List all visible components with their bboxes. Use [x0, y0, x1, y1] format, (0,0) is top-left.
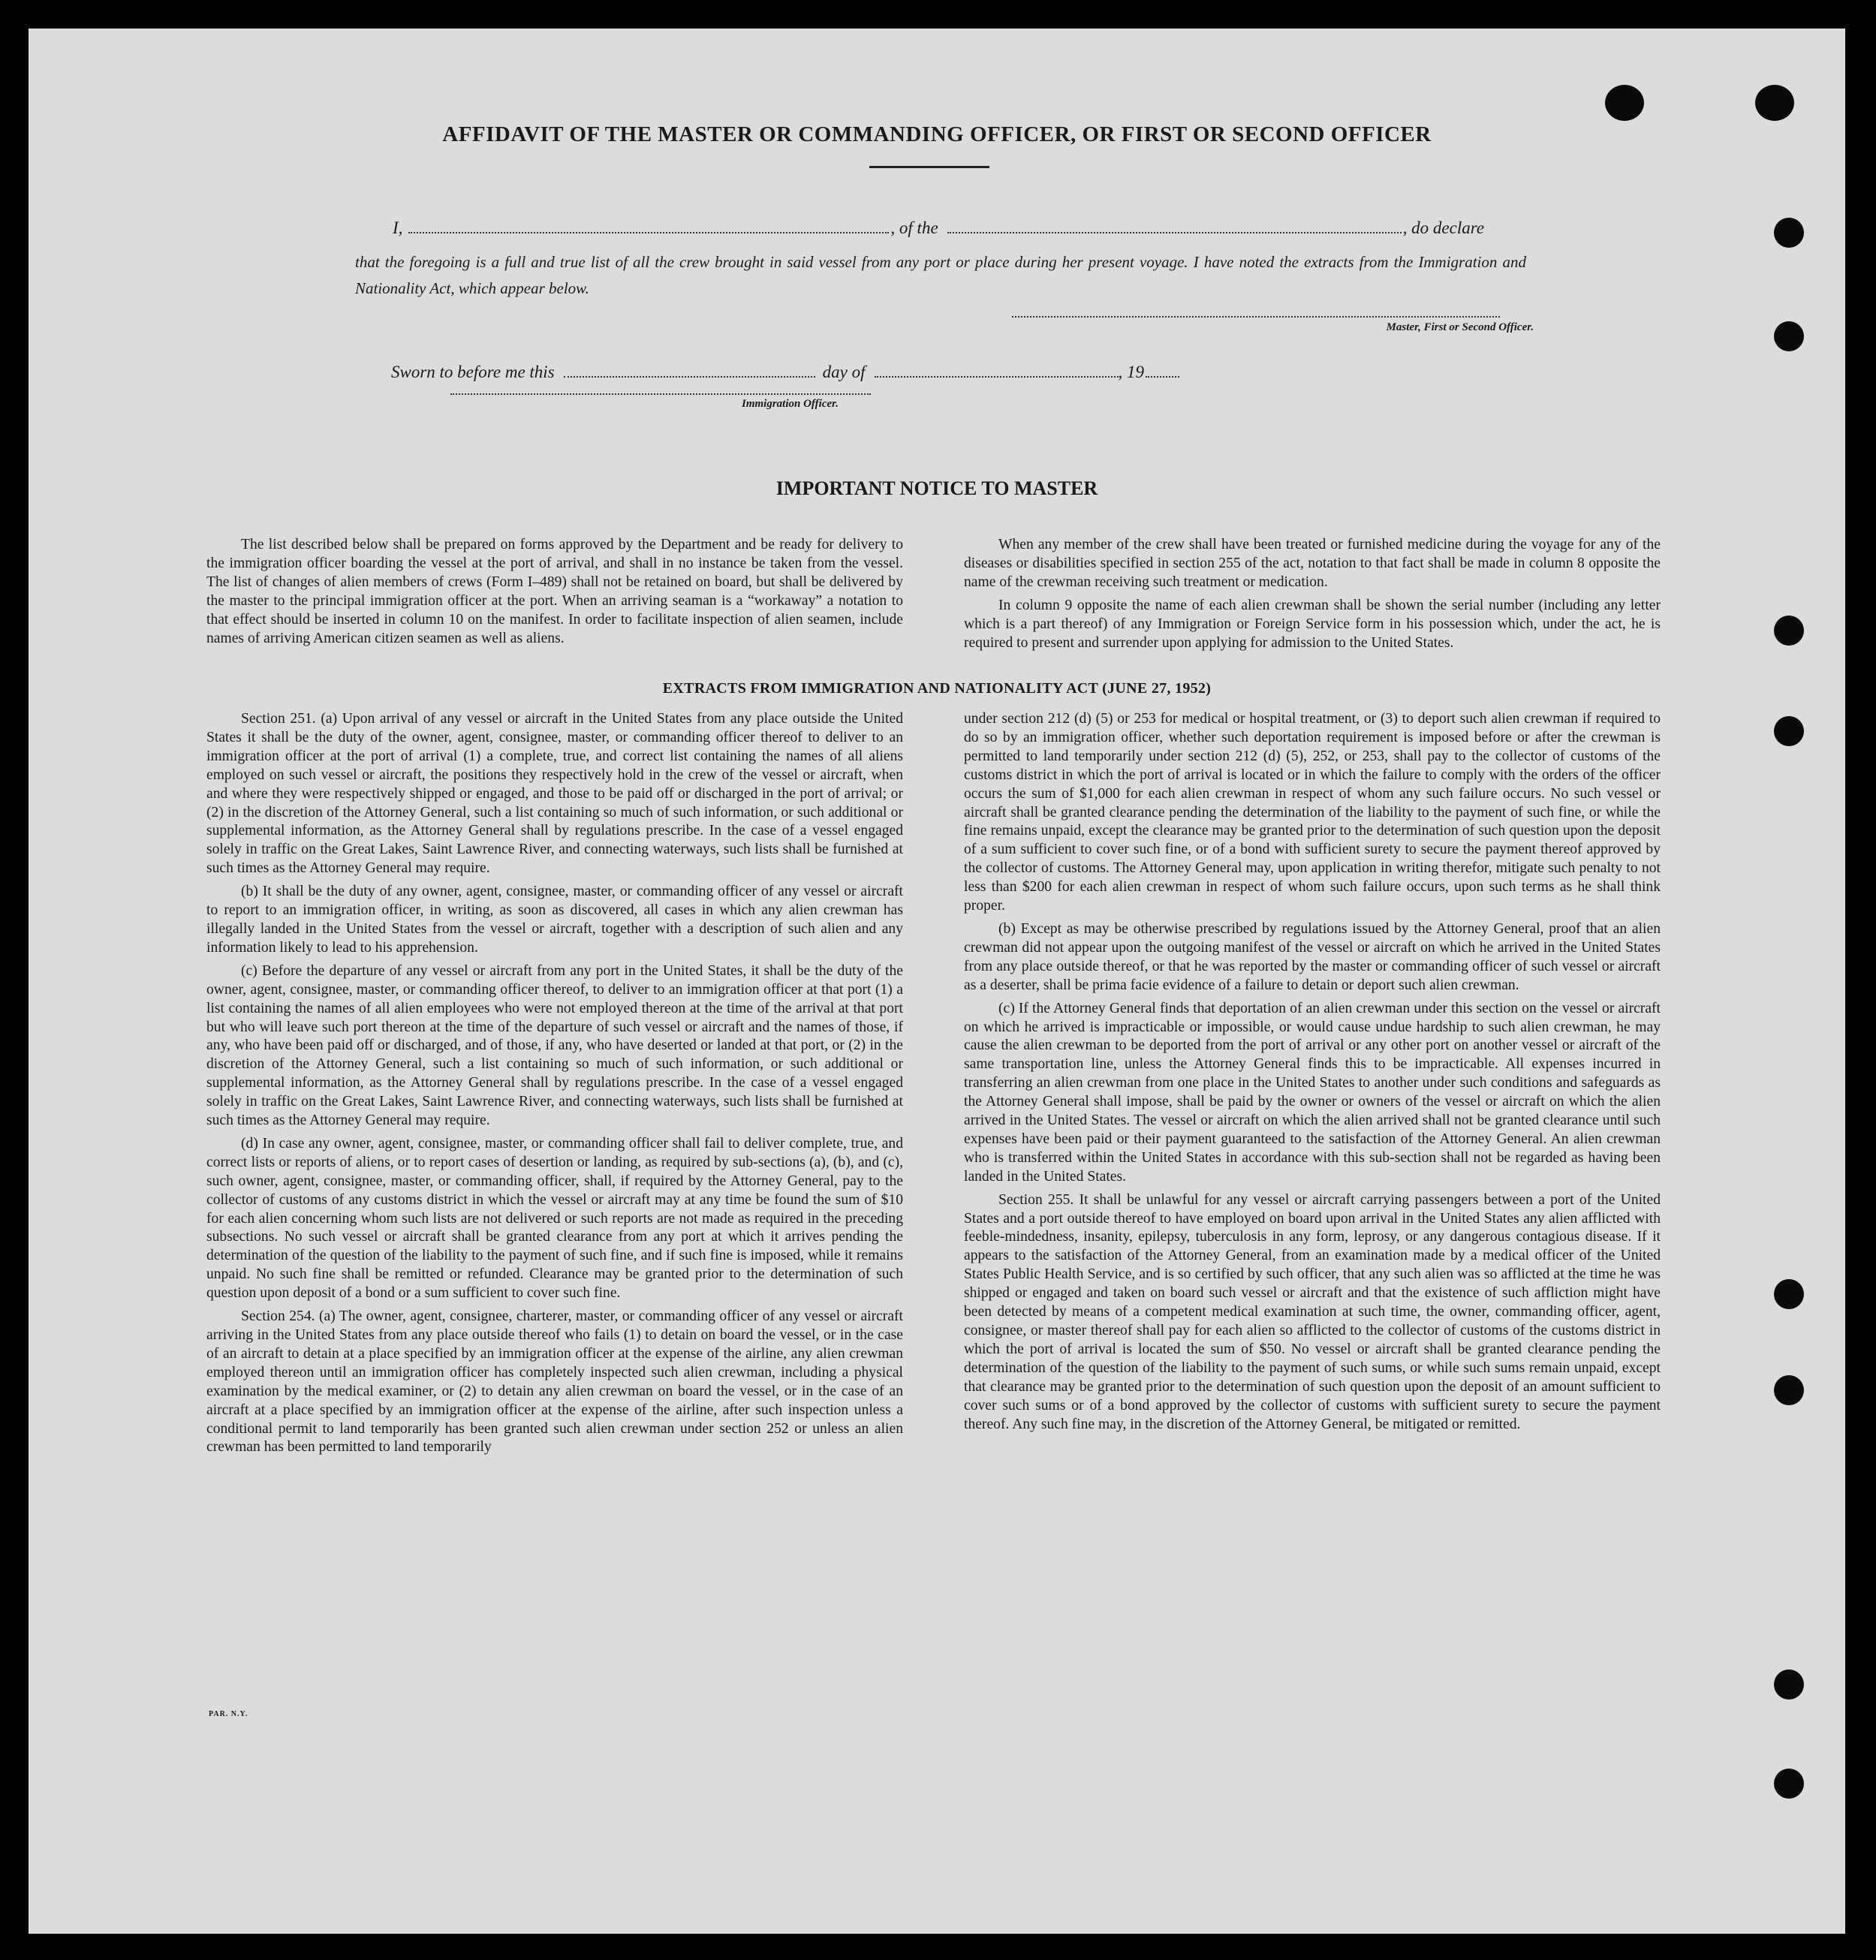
do-declare-label: , do declare — [1402, 218, 1485, 237]
of-the-label: , of the — [890, 218, 938, 237]
punch-hole — [1774, 1669, 1804, 1700]
notice-right-column — [964, 536, 1661, 652]
immigration-officer-signature-field[interactable] — [450, 393, 871, 395]
punch-hole — [1755, 85, 1794, 121]
declaration-text: that the foregoing is a full and true list of all the crew brought in said vessel from any port or place during her present voyage. I have noted the extracts from the Immigration and Nationality Act, which appear below. — [355, 253, 1526, 297]
sworn-line — [391, 363, 1179, 382]
act-paragraph: Section 255. It shall be unlawful for any vessel or aircraft carrying passengers between a port of the United States and a port outside thereof to have employed on board upon arrival in the United States any alien afflicted with feeble-mindedness, insanity, epilepsy, tuberculosis in any form, leprosy, or any dangerous contagious disease. If it appears to the satisfaction of the Attorney General, from an examination made by a medical officer of the United States Public Health Service, and is so certified by such officer, that any such alien was so afflicted at the time he was shipped or engaged and taken on board such vessel or aircraft and that the existence of such affliction might have been detected by means of a competent medical examination at such time, the owner, commanding officer, agent, consignee, or master thereof shall pay for each alien so afflicted to the collector of customs of the customs district in which the port of arrival is located the sum of $50. No vessel or aircraft shall be granted clearance pending the determination of the question of the liability to the payment of such sums, or while such sums remain unpaid, except that clearance may be granted prior to the determination of such question upon the deposit of an amount sufficient to cover such sums or of a bond approved by the collector of customs with sufficient surety to secure the payment thereof. Any such fine may, in the discretion of the Attorney General, be mitigated or remitted. — [964, 1191, 1661, 1432]
punch-hole — [1605, 85, 1644, 121]
extracts-right-column — [964, 710, 1661, 1434]
sworn-day-field[interactable] — [564, 375, 815, 378]
punch-hole — [1774, 218, 1804, 248]
notice-left-column — [206, 536, 903, 648]
act-paragraph: under section 212 (d) (5) or 253 for medical or hospital treatment, or (3) to deport such alien crewman if required to do so by an immigration officer, whether such deportation requirement is imposed before or after the crewman is permitted to land temporarily under section 212 (d) (5), 252, or 253, shall pay to the collector of customs of the customs district in which the port of arrival is located or in which the failure to comply with the orders of the officer occurs the sum of $1,000 for each alien crewman in respect of whom any such failure occurs. No such vessel or aircraft shall be granted clearance pending the determination of the liability to the payment of such fine, or while the fine remains unpaid, except the clearance may be granted prior to the determination of such question upon the deposit of a sum sufficient to cover such fine, or of a bond with sufficient surety to secure the payment thereof approved by the collector of customs. The Attorney General may, upon application in writing therefor, mitigate such penalty to not less than $200 for each alien crewman in respect of whom such failure occurs, upon such terms as he shall think proper. — [964, 711, 1661, 914]
act-paragraph: Section 254. (a) The owner, agent, consignee, charterer, master, or commanding officer of any vessel or aircraft arriving in the United States from any place outside thereof who fails (1) to detain on board the vessel, or in the case of an aircraft to detain at a place specified by an immigration officer at the expense of the airline, any alien crewman employed thereon until an immigration officer has completely inspected such alien crewman, including a physical examination by the medical examiner, or (2) to detain any alien crewman on board the vessel, or in the case of an aircraft at a place specified by an immigration officer at the expense of the airline, after such inspection unless a conditional permit to land temporarily has been granted such alien crewman under section 252 or unless an alien crewman has been permitted to land temporarily — [206, 1308, 903, 1456]
print-code: PAR. N.Y. — [209, 1710, 248, 1718]
declarant-name-field[interactable] — [408, 231, 889, 233]
act-paragraph: (c) Before the departure of any vessel or aircraft from any port in the United States, it shall be the duty of the owner, agent, consignee, master, or commanding officer thereof, to deliver to an immigration officer at that port (1) a list containing the names of all alien employees who were not employed thereon at the time of the arrival at that port but who will leave such port thereon at the time of the departure of such vessel or aircraft and the names of those, if any, who have been paid off or discharged, and of those, if any, who have deserted or landed at that port, or (2) in the discretion of the Attorney General, such a list containing so much of such information, or such additional or supplemental information, as the Attorney General shall by regulations prescribe. In the case of a vessel engaged solely in traffic on the Great Lakes, Saint Lawrence River, and connecting waterways, such lists shall be furnished at such times as the Attorney General may require. — [206, 962, 903, 1129]
immigration-caption: Immigration Officer. — [742, 398, 839, 410]
day-of-label: day of — [822, 363, 866, 381]
punch-hole — [1774, 1375, 1804, 1405]
punch-hole — [1774, 1769, 1804, 1799]
act-paragraph: (b) Except as may be otherwise prescribed by regulations issued by the Attorney General, proof that an alien crewman did not appear upon the outgoing manifest of the vessel or aircraft on which he arrived in the United States from any place outside thereof, or that he was reported by the master or commanding officer of such vessel or aircraft as a deserter, shall be prima facie evidence of a failure to detain or deport such alien crewman. — [964, 920, 1661, 993]
extracts-title: EXTRACTS FROM IMMIGRATION AND NATIONALITY ACT (JUNE 27, 1952) — [662, 680, 1212, 697]
document-page — [29, 29, 1845, 1934]
declarant-line — [393, 218, 1534, 238]
extracts-left-column — [206, 710, 903, 1457]
sworn-label: Sworn to before me this — [391, 363, 555, 381]
master-caption: Master, First or Second Officer. — [1386, 321, 1534, 333]
act-paragraph: (b) It shall be the duty of any owner, agent, consignee, master, or commanding officer of any vessel or aircraft to report to an immigration officer, in writing, as soon as discovered, all cases in which any alien crewman has illegally landed in the United States from the vessel or aircraft, together with a description of such alien and any information likely to lead to his apprehension. — [206, 884, 903, 956]
notice-title: IMPORTANT NOTICE TO MASTER — [775, 477, 1098, 499]
affidavit-title: AFFIDAVIT OF THE MASTER OR COMMANDING OFFICER, OR FIRST OR SECOND OFFICER — [442, 122, 1432, 146]
year-label: , 19 — [1118, 363, 1144, 381]
punch-hole — [1774, 716, 1804, 746]
i-label: I, — [393, 218, 403, 237]
vessel-name-field[interactable] — [947, 231, 1402, 233]
notice-paragraph: When any member of the crew shall have been treated or furnished medicine during the voyage for any of the diseases or disabilities specified in section 255 of the act, notation to that fact shall be made in column 8 opposite the name of the crewman receiving such treatment or medication. — [964, 537, 1661, 590]
sworn-month-field[interactable] — [875, 375, 1119, 378]
master-signature-field[interactable] — [1012, 316, 1500, 318]
act-paragraph: (d) In case any owner, agent, consignee, master, or commanding officer shall fail to deliver complete, true, and correct lists or reports of aliens, or to report cases of desertion or landing, as required by sub-sections (a), (b), and (c), such owner, agent, consignee, master, or commanding officer, shall, if required by the Attorney General, pay to the collector of customs of any customs district in which the vessel or aircraft may at any time be found the sum of $10 for each alien concerning whom such lists are not delivered or such reports are not made as required in the preceding subsections. No such vessel or aircraft shall be granted clearance from any port at which it arrives pending the determination of the question of the liability to the payment of such fine, and if such fine is imposed, while it remains unpaid. No such fine shall be remitted or refunded. Clearance may be granted prior to the determination of such question upon deposit of a bond or a sum sufficient to cover such fine. — [206, 1135, 903, 1302]
act-paragraph: (c) If the Attorney General finds that deportation of an alien crewman under this section on the vessel or aircraft on which he arrived is impracticable or impossible, or would cause undue hardship to such alien crewman, he may cause the alien crewman to be deported from the port of arrival or any other port on another vessel or aircraft of the same transportation line, unless the Attorney General finds this to be impracticable. All expenses incurred in transferring an alien crewman from one place in the United States to another under such conditions and safeguards as the Attorney General shall impose, shall be paid by the owner or owners of the vessel or aircraft on which the alien arrived in the United States. The vessel or aircraft on which the alien arrived shall not be granted clearance until such expenses have been paid or their payment guaranteed to the satisfaction of the Attorney General. An alien crewman who is transferred within the United States in accordance with this sub-section shall not be regarded as having been landed in the United States. — [964, 1000, 1661, 1185]
punch-hole — [1774, 616, 1804, 646]
notice-paragraph: The list described below shall be prepared on forms approved by the Department and be ready for delivery to the immigration officer boarding the vessel at the port of arrival, and shall in no instance be taken from the vessel. The list of changes of alien members of crews (Form I–489) shall not be retained on board, but shall be delivered by the master to the principal immigration officer at the port. When an arriving seaman is a “workaway” a notation to that effect should be inserted in column 10 on the manifest. In order to facilitate inspection of alien seamen, include names of arriving American citizen seamen as well as aliens. — [206, 537, 903, 646]
sworn-year-field[interactable] — [1146, 375, 1179, 378]
act-paragraph: Section 251. (a) Upon arrival of any vessel or aircraft in the United States from any place outside the United States it shall be the duty of the owner, agent, consignee, master, or commanding officer thereof to deliver to an immigration officer at the port of arrival (1) a complete, true, and correct list containing the names of all aliens employed on such vessel or aircraft, the positions they respectively hold in the crew of the vessel or aircraft, when and where they were respectively shipped or engaged, and those to be paid off or discharged in the port of arrival; or (2) in the discretion of the Attorney General, such a list containing so much of such information, or such additional or supplemental information, as the Attorney General shall by regulations prescribe. In the case of a vessel engaged solely in traffic on the Great Lakes, Saint Lawrence River, and connecting waterways, such lists shall be furnished at such times as the Attorney General may require. — [206, 711, 903, 877]
title-rule — [869, 166, 989, 168]
punch-hole — [1774, 1279, 1804, 1309]
punch-hole — [1774, 321, 1804, 351]
notice-paragraph: In column 9 opposite the name of each alien crewman shall be shown the serial number (including any letter which is a part thereof) of any Immigration or Foreign Service form in his possession which, under the act, he is required to present and surrender upon applying for admission to the United States. — [964, 597, 1661, 651]
